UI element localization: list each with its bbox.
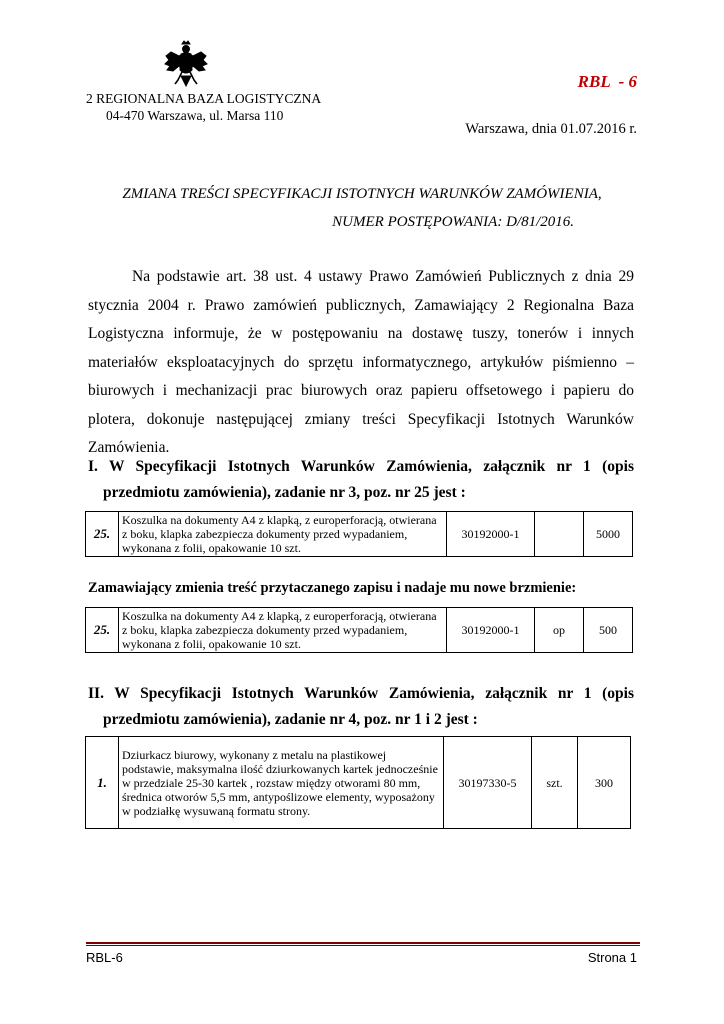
spec-table-section2 [85, 736, 631, 829]
organization-block [86, 90, 326, 124]
section-2-heading-line1: II. W Specyfikacji Istotnych Warunków Zamówienia, załącznik nr 1 (opis [88, 685, 634, 702]
row-number: 25. [86, 608, 119, 653]
row-number: 25. [86, 512, 119, 557]
item-description: Koszulka na dokumenty A4 z klapką, z europerforacją, otwierana z boku, klapka zabezpiecza dokumenty przed wypadaniem, wykonana z folii, opakowanie 10 szt. [119, 608, 447, 653]
change-note: Zamawiający zmienia treść przytaczanego zapisu i nadaje mu nowe brzmienie: [88, 580, 577, 596]
section-1-heading-line1: I. W Specyfikacji Istotnych Warunków Zamówienia, załącznik nr 1 (opis [88, 458, 634, 475]
spec-table-before [85, 511, 633, 557]
document-code: RBL - 6 [577, 72, 637, 91]
organization-address: 04-470 Warszawa, ul. Marsa 110 [106, 108, 284, 123]
table-row [86, 512, 633, 557]
intro-paragraph: Na podstawie art. 38 ust. 4 ustawy Prawo Zamówień Publicznych z dnia 29 stycznia 2004 r. Prawo zamówień publicznych, Zamawiający 2 Regionalna Baza Logistyczna informuje, że w postępowaniu na dostawę tuszy, tonerów i innych materiałów eksploatacyjnych do sprzętu informatycznego, artykułów piśmienno – biurowych i mechanizacji prac biurowych oraz papieru offsetowego i papieru do plotera, dokonuje następującej zmiany treści Specyfikacji Istotnych Warunków Zamówienia. [88, 268, 634, 456]
eagle-emblem-icon [163, 40, 209, 88]
quantity: 300 [578, 737, 631, 829]
row-number: 1. [86, 737, 119, 829]
section-1-heading-line2: przedmiotu zamówienia), zadanie nr 3, poz. nr 25 jest : [103, 484, 466, 501]
section-2-heading [88, 681, 634, 733]
cpv-code: 30192000-1 [447, 608, 535, 653]
spec-table-after [85, 607, 633, 653]
item-description: Dziurkacz biurowy, wykonany z metalu na plastikowej podstawie, maksymalna ilość dziurkowanych kartek jednocześnie w przedziale 25-30 kartek , rozstaw między otworami 80 mm, średnica otworów 5,5 mm, antypoślizowe elementy, wyposażony w podziałkę wysuwaną formatu strony. [119, 737, 444, 829]
organization-name: 2 REGIONALNA BAZA LOGISTYCZNA [86, 91, 322, 106]
table-row [86, 608, 633, 653]
document-title-line2: NUMER POSTĘPOWANIA: D/81/2016. [332, 214, 574, 230]
footer-doc-code: RBL-6 [86, 950, 123, 965]
document-title-line1: ZMIANA TREŚCI SPECYFIKACJI ISTOTNYCH WARUNKÓW ZAMÓWIENIA, [122, 186, 602, 202]
footer-page-number: Strona 1 [587, 950, 637, 965]
cpv-code: 30197330-5 [444, 737, 532, 829]
footer-divider [86, 942, 640, 946]
unit: szt. [532, 737, 578, 829]
unit: op [535, 608, 584, 653]
section-1-heading [88, 454, 634, 506]
item-description: Koszulka na dokumenty A4 z klapką, z europerforacją, otwierana z boku, klapka zabezpiecza dokumenty przed wypadaniem, wykonana z folii, opakowanie 10 szt. [119, 512, 447, 557]
cpv-code: 30192000-1 [447, 512, 535, 557]
quantity: 5000 [584, 512, 633, 557]
table-row [86, 737, 631, 829]
unit [535, 512, 584, 557]
section-2-heading-line2: przedmiotu zamówienia), zadanie nr 4, poz. nr 1 i 2 jest : [103, 711, 478, 728]
quantity: 500 [584, 608, 633, 653]
date-line: Warszawa, dnia 01.07.2016 r. [465, 121, 637, 137]
